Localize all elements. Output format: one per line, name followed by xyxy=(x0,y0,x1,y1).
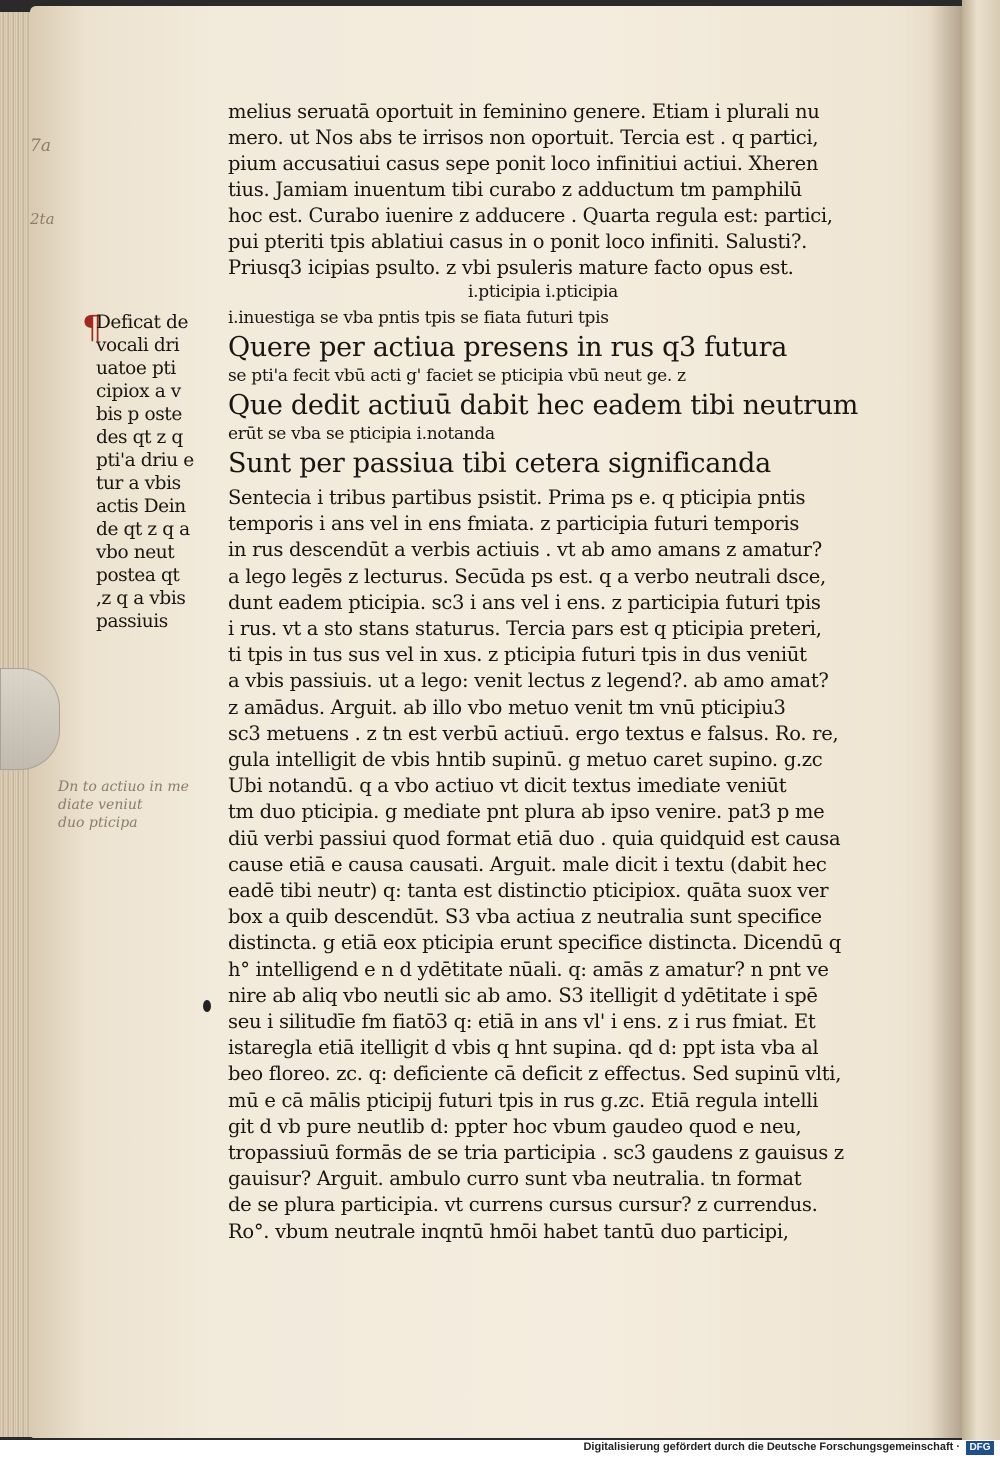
text-line: tm duo pticipia. g mediate pnt plura ab ipso venire. pat3 p me xyxy=(228,800,825,824)
text-line: temporis i ans vel in ens fmiata. z participia futuri temporis xyxy=(228,512,800,536)
text-line: Ubi notandū. q a vbo actiuo vt dicit textus imediate veniūt xyxy=(228,774,787,798)
verse-line: Quere per actiua presens in rus q3 futura xyxy=(228,332,788,363)
side-note-line: des qt z q xyxy=(96,427,183,448)
side-note-line: passiuis xyxy=(96,611,168,632)
text-line: tropassiuū formās de se tria participia . sc3 gaudens z gauisus z xyxy=(228,1141,844,1164)
gloss-line: se pti'a fecit vbū acti g' faciet se pticipia vbū neut ge. z xyxy=(228,366,686,386)
text-line: cause etiā e causa causati. Arguit. male dicit i textu (dabit hec xyxy=(228,852,827,876)
pilcrow-icon: ¶ xyxy=(82,308,103,346)
text-line: sc3 metuens . z tn est verbū actiuū. ergo textus e falsus. Ro. re, xyxy=(228,721,839,745)
dfg-logo: DFG xyxy=(966,1441,994,1455)
text-line: in rus descendūt a verbis actiuis . vt ab amo amans z amatur? xyxy=(228,538,822,562)
page-clip xyxy=(0,668,60,770)
text-line: gula intelligit de vbis hntib supinū. g metuo caret supino. g.zc xyxy=(228,748,823,771)
side-note-line: cipiox a v xyxy=(96,381,181,402)
side-note-line: vbo neut xyxy=(96,542,175,563)
text-line: mū e cā mālis pticipij futuri tpis in rus g.zc. Etiā regula intelli xyxy=(228,1088,819,1112)
manuscript-note-line: duo pticipa xyxy=(58,815,138,831)
side-note-line: actis Dein xyxy=(96,496,186,517)
text-line: distincta. g etiā eox pticipia erunt specifice distincta. Dicendū q xyxy=(228,931,841,955)
text-line: gauisur? Arguit. ambulo curro sunt vba neutralia. tn format xyxy=(228,1167,802,1191)
gloss-line: erūt se vba se pticipia i.notanda xyxy=(228,424,495,444)
text-line: hoc est. Curabo iuenire z adducere . Quarta regula est: partici, xyxy=(228,204,833,227)
side-note-line: bis p oste xyxy=(96,404,182,425)
side-note-line: vocali dri xyxy=(96,335,180,356)
side-note-line: de qt z q a xyxy=(96,519,190,540)
text-line: diū verbi passiui quod format etiā duo . quia quidquid est causa xyxy=(228,826,841,850)
side-note-line: ,z q a vbis xyxy=(96,588,186,609)
manuscript-note-line: diate veniut xyxy=(58,797,143,813)
side-note-line: tur a vbis xyxy=(96,473,181,494)
text-line: pium accusatiui casus sepe ponit loco infinitiui actiui. Xheren xyxy=(228,152,819,175)
text-line: git d vb pure neutlib d: ppter hoc vbum gaudeo quod e neu, xyxy=(228,1114,802,1138)
text-line: dunt eadem pticipia. sc3 i ans vel i ens. z participia futuri tpis xyxy=(228,590,821,614)
side-note-line: Deficat de xyxy=(96,312,189,333)
text-line: eadē tibi neutr) q: tanta est distinctio pticipiox. quāta suox ver xyxy=(228,879,829,902)
text-line: a vbis passiuis. ut a lego: venit lectus z legend?. ab amo amat? xyxy=(228,669,829,693)
text-line: i rus. vt a sto stans staturus. Tercia pars est q pticipia preteri, xyxy=(228,617,822,640)
text-line: box a quib descendūt. S3 vba actiua z neutralia sunt specifice xyxy=(228,905,822,929)
manuscript-note xyxy=(58,778,238,832)
manuscript-note-line: Dn to actiuo in me xyxy=(58,779,189,795)
text-line: beo floreo. zc. q: deficiente cā deficit z effectus. Sed supinū vlti, xyxy=(228,1062,842,1086)
text-line: a lego legēs z lecturus. Secūda ps est. q a verbo neutrali dsce, xyxy=(228,564,826,588)
margin-mark-second: 2ta xyxy=(30,210,55,228)
text-line: mero. ut Nos abs te irrisos non oportuit. Tercia est . q partici, xyxy=(228,126,819,149)
text-line: de se plura participia. vt currens cursus cursur? z currendus. xyxy=(228,1193,818,1217)
ink-spot xyxy=(203,1000,211,1012)
text-line: z amādus. Arguit. ab illo vbo metuo venit tm vnū pticipiu3 xyxy=(228,695,786,719)
text-line: h° intelligend e n d ydētitate nūali. q: amās z amatur? n pnt ve xyxy=(228,957,829,981)
gloss-line: i.pticipia i.pticipia xyxy=(468,282,618,302)
footer-credit: Digitalisierung gefördert durch die Deutsche Forschungsgemeinschaft · xyxy=(583,1441,960,1453)
side-note-line: uatoe pti xyxy=(96,358,176,379)
text-line: istaregla etiā itelligit d vbis q hnt supina. qd d: ppt ista vba al xyxy=(228,1036,819,1060)
text-line: Priusq3 icipias psulto. z vbi psuleris mature facto opus est. xyxy=(228,256,794,279)
text-line: melius seruatā oportuit in feminino genere. Etiam i plurali nu xyxy=(228,100,820,123)
text-line: pui pteriti tpis ablatiui casus in o ponit loco infiniti. Salusti?. xyxy=(228,230,808,253)
verse-line: Sunt per passiua tibi cetera significanda xyxy=(228,448,771,479)
side-note-line: postea qt xyxy=(96,565,180,586)
margin-mark-top: 7a xyxy=(30,136,51,156)
gloss-line: i.inuestiga se vba pntis tpis se fiata futuri tpis xyxy=(228,308,609,328)
text-line: ti tpis in tus sus vel in xus. z pticipia futuri tpis in dus veniūt xyxy=(228,643,807,667)
side-note-line: pti'a driu e xyxy=(96,450,194,471)
text-line: nire ab aliq vbo neutli sic ab amo. S3 itelligit d ydētitate i spē xyxy=(228,983,818,1007)
text-line: tius. Jamiam inuentum tibi curabo z adductum tm pamphilū xyxy=(228,178,802,201)
text-line: Sentecia i tribus partibus psistit. Prima ps e. q pticipia pntis xyxy=(228,486,806,509)
facing-page-edge xyxy=(962,0,1000,1440)
verse-line: Que dedit actiuū dabit hec eadem tibi neutrum xyxy=(228,390,859,421)
text-line: seu i silitudīe fm fiatō3 q: etiā in ans vl' i ens. z i rus fmiat. Et xyxy=(228,1010,816,1033)
text-line: Ro°. vbum neutrale inqntū hmōi habet tantū duo participi, xyxy=(228,1219,789,1243)
